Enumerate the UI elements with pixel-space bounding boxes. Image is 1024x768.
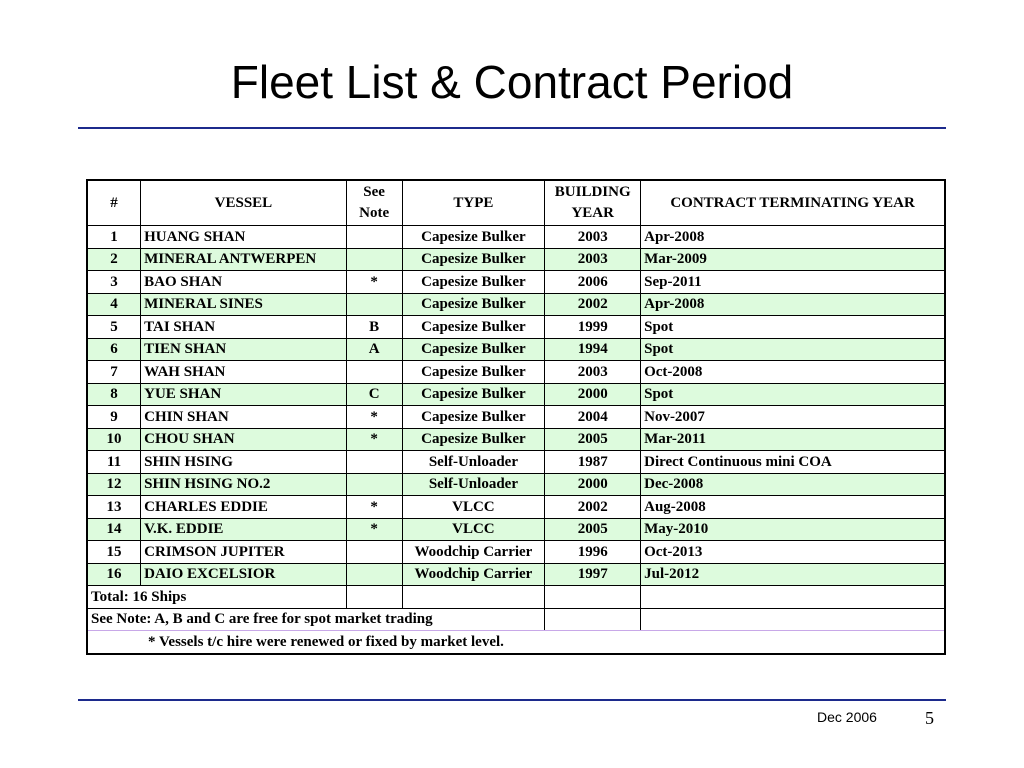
asterisk-note-text: * Vessels t/c hire were renewed or fixed by market level.	[87, 631, 945, 654]
table-row	[87, 316, 945, 339]
cell-note	[346, 226, 402, 249]
title-divider	[78, 127, 946, 129]
cell-year: 2006	[545, 271, 641, 294]
cell-contract: Spot	[641, 338, 945, 361]
cell-note	[346, 248, 402, 271]
cell-vessel: CHOU SHAN	[141, 428, 347, 451]
cell-year: 2003	[545, 248, 641, 271]
cell-note	[346, 451, 402, 474]
header-see-note-line1: See	[363, 184, 385, 200]
table-row	[87, 518, 945, 541]
cell-vessel: TIEN SHAN	[141, 338, 347, 361]
cell-num: 9	[87, 406, 141, 429]
cell-type: VLCC	[402, 496, 545, 519]
cell-note: *	[346, 271, 402, 294]
cell-vessel: CHIN SHAN	[141, 406, 347, 429]
cell-contract: Nov-2007	[641, 406, 945, 429]
cell-type: Capesize Bulker	[402, 271, 545, 294]
header-see-note-line2: Note	[359, 205, 390, 221]
cell-contract: Jul-2012	[641, 563, 945, 586]
cell-year: 2003	[545, 226, 641, 249]
total-row	[87, 586, 945, 609]
table-row	[87, 451, 945, 474]
cell-type: Capesize Bulker	[402, 361, 545, 384]
cell-note: *	[346, 496, 402, 519]
total-ships: Total: 16 Ships	[87, 586, 346, 609]
cell-note: *	[346, 406, 402, 429]
cell-type: Self-Unloader	[402, 473, 545, 496]
cell-num: 13	[87, 496, 141, 519]
cell-num: 15	[87, 541, 141, 564]
slide-title: Fleet List & Contract Period	[230, 56, 794, 108]
table-row	[87, 406, 945, 429]
header-building-line1: BUILDING	[554, 184, 631, 200]
cell-vessel: DAIO EXCELSIOR	[141, 563, 347, 586]
cell-num: 6	[87, 338, 141, 361]
cell-type: Capesize Bulker	[402, 316, 545, 339]
footer-date: Dec 2006	[817, 709, 877, 725]
cell-vessel: TAI SHAN	[141, 316, 347, 339]
header-type: TYPE	[402, 180, 545, 226]
cell-num: 4	[87, 293, 141, 316]
cell-note: A	[346, 338, 402, 361]
cell-year: 2000	[545, 473, 641, 496]
table-row	[87, 383, 945, 406]
cell-vessel: HUANG SHAN	[141, 226, 347, 249]
cell-year: 1999	[545, 316, 641, 339]
header-num: #	[87, 180, 141, 226]
cell-note: *	[346, 428, 402, 451]
cell-year: 1996	[545, 541, 641, 564]
cell-year: 2002	[545, 496, 641, 519]
table-header-row	[87, 180, 945, 226]
cell-year: 1987	[545, 451, 641, 474]
cell-note: *	[346, 518, 402, 541]
cell-contract: Dec-2008	[641, 473, 945, 496]
cell-vessel: SHIN HSING NO.2	[141, 473, 347, 496]
asterisk-note-row	[87, 631, 945, 654]
table-row	[87, 563, 945, 586]
cell-num: 16	[87, 563, 141, 586]
table-row	[87, 473, 945, 496]
cell-num: 8	[87, 383, 141, 406]
total-empty-cell	[545, 586, 641, 609]
total-empty-cell	[402, 586, 545, 609]
table-row	[87, 226, 945, 249]
cell-num: 11	[87, 451, 141, 474]
cell-num: 14	[87, 518, 141, 541]
cell-year: 2000	[545, 383, 641, 406]
cell-type: Capesize Bulker	[402, 226, 545, 249]
cell-note	[346, 361, 402, 384]
cell-year: 2004	[545, 406, 641, 429]
cell-vessel: SHIN HSING	[141, 451, 347, 474]
cell-vessel: WAH SHAN	[141, 361, 347, 384]
table-row	[87, 541, 945, 564]
cell-note: C	[346, 383, 402, 406]
cell-num: 1	[87, 226, 141, 249]
cell-contract: Spot	[641, 383, 945, 406]
cell-vessel: V.K. EDDIE	[141, 518, 347, 541]
cell-year: 1994	[545, 338, 641, 361]
header-contract: CONTRACT TERMINATING YEAR	[641, 180, 945, 226]
cell-contract: Sep-2011	[641, 271, 945, 294]
page-number: 5	[925, 708, 934, 728]
cell-vessel: CRIMSON JUPITER	[141, 541, 347, 564]
cell-year: 1997	[545, 563, 641, 586]
footer-divider	[78, 699, 946, 701]
cell-type: Capesize Bulker	[402, 293, 545, 316]
table-row	[87, 338, 945, 361]
cell-vessel: YUE SHAN	[141, 383, 347, 406]
table-row	[87, 293, 945, 316]
cell-year: 2005	[545, 428, 641, 451]
cell-type: Capesize Bulker	[402, 338, 545, 361]
cell-year: 2002	[545, 293, 641, 316]
cell-num: 12	[87, 473, 141, 496]
cell-contract: Mar-2011	[641, 428, 945, 451]
see-note-empty-cell	[545, 608, 641, 631]
cell-note: B	[346, 316, 402, 339]
cell-num: 7	[87, 361, 141, 384]
cell-contract: Apr-2008	[641, 293, 945, 316]
cell-contract: Direct Continuous mini COA	[641, 451, 945, 474]
cell-type: Capesize Bulker	[402, 428, 545, 451]
cell-contract: Oct-2013	[641, 541, 945, 564]
cell-vessel: MINERAL ANTWERPEN	[141, 248, 347, 271]
header-vessel: VESSEL	[141, 180, 347, 226]
cell-num: 3	[87, 271, 141, 294]
see-note-row	[87, 608, 945, 631]
cell-num: 10	[87, 428, 141, 451]
cell-contract: Oct-2008	[641, 361, 945, 384]
header-see-note	[346, 180, 402, 226]
cell-type: Capesize Bulker	[402, 406, 545, 429]
cell-note	[346, 541, 402, 564]
table-row	[87, 248, 945, 271]
table-row	[87, 271, 945, 294]
see-note-empty-cell	[641, 608, 945, 631]
cell-contract: Spot	[641, 316, 945, 339]
cell-year: 2005	[545, 518, 641, 541]
cell-type: Woodchip Carrier	[402, 563, 545, 586]
fleet-table	[86, 179, 946, 655]
total-empty-cell	[641, 586, 945, 609]
header-building-year	[545, 180, 641, 226]
cell-num: 2	[87, 248, 141, 271]
table-row	[87, 496, 945, 519]
cell-note	[346, 563, 402, 586]
see-note-text: See Note: A, B and C are free for spot market trading	[87, 608, 545, 631]
cell-note	[346, 473, 402, 496]
cell-type: Woodchip Carrier	[402, 541, 545, 564]
cell-vessel: BAO SHAN	[141, 271, 347, 294]
table-row	[87, 428, 945, 451]
cell-contract: Apr-2008	[641, 226, 945, 249]
cell-vessel: MINERAL SINES	[141, 293, 347, 316]
cell-type: VLCC	[402, 518, 545, 541]
cell-year: 2003	[545, 361, 641, 384]
cell-note	[346, 293, 402, 316]
cell-contract: Mar-2009	[641, 248, 945, 271]
cell-contract: May-2010	[641, 518, 945, 541]
cell-vessel: CHARLES EDDIE	[141, 496, 347, 519]
cell-type: Self-Unloader	[402, 451, 545, 474]
table-row	[87, 361, 945, 384]
cell-num: 5	[87, 316, 141, 339]
cell-type: Capesize Bulker	[402, 248, 545, 271]
cell-contract: Aug-2008	[641, 496, 945, 519]
cell-type: Capesize Bulker	[402, 383, 545, 406]
total-empty-cell	[346, 586, 402, 609]
header-building-line2: YEAR	[571, 205, 614, 221]
